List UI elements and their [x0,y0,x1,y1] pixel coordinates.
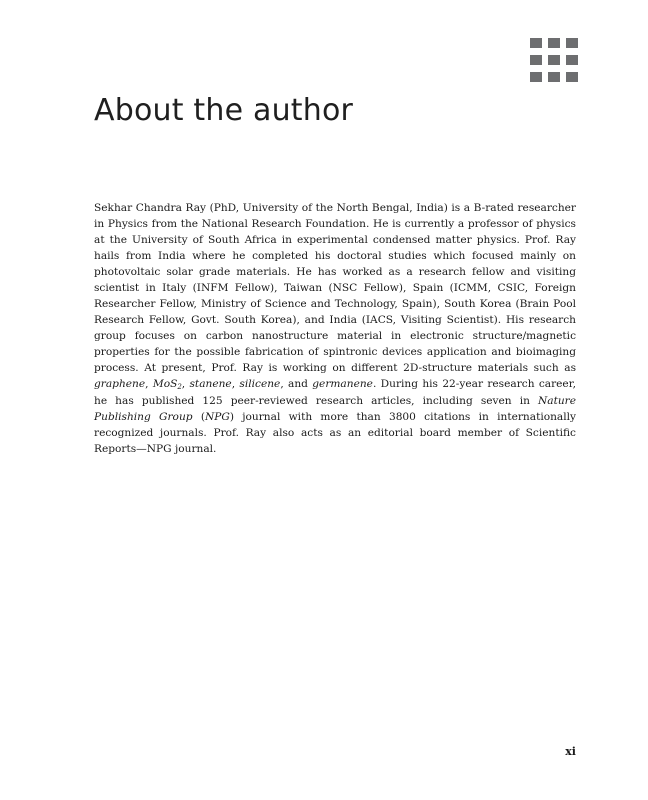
material-mos2-base: MoS [152,378,178,390]
material-stanene: stanene [189,378,232,390]
material-mos2-subscript: 2 [177,383,182,391]
material-graphene: graphene [94,378,146,390]
page-number: xi [565,745,576,758]
bio-text: . During his 22-year research career, he has published 125 peer-reviewed research articles, including seven in [94,378,576,407]
ornament-square [530,38,542,48]
material-mos2 [153,378,182,390]
chapter-ornament-icon [530,38,578,82]
journal-abbreviation: NPG [204,411,230,423]
ornament-square [548,55,560,65]
ornament-square [530,55,542,65]
ornament-square [530,72,542,82]
ornament-square [566,55,578,65]
ornament-square [566,38,578,48]
material-germanene: germanene [312,378,373,390]
ornament-square [548,72,560,82]
ornament-square [548,38,560,48]
ornament-square [566,72,578,82]
material-silicene: silicene [239,378,281,390]
page-title: About the author [94,93,354,128]
bio-text: journal with more than 3800 citations in internationally recognized journals. Prof. Ray also acts as an editorial board member of Scientific Reports—NPG journal. [94,411,576,455]
bio-text: Sekhar Chandra Ray (PhD, University of the North Bengal, India) is a B-rated researcher in Physics from the National Research Foundation. He is currently a professor of physics at the University of South Africa in experimental condensed matter physics. Prof. Ray hails from India where he completed his doctoral studies which focused mainly on photovoltaic solar grade materials. He has worked as a research fellow and visiting scientist in Italy (INFM Fellow), Taiwan (NSC Fellow), Spain (ICMM, CSIC, Foreign Researcher Fellow, Ministry of Science and Technology, Spain), South Korea (Brain Pool Research Fellow, Govt. South Korea), and India (IACS, Visiting Scientist). His research group focuses on carbon nanostructure material in electronic structure/magnetic properties for the possible fabrication of spintronic devices application and bioimaging process. At present, Prof. Ray is working on different 2D-structure materials such as [94,202,576,374]
author-biography: Sekhar Chandra Ray (PhD, University of the North Bengal, India) is a B-rated researcher in Physics from the National Research Foundation. He is currently a professor of physics at the University of South Africa in experimental condensed matter physics. Prof. Ray hails from India where he completed his doctoral studies which focused mainly on photovoltaic solar grade materials. He has worked as a research fellow and visiting scientist in Italy (INFM Fellow), Taiwan (NSC Fellow), Spain (ICMM, CSIC, Foreign Researcher Fellow, Ministry of Science and Technology, Spain), South Korea (Brain Pool Research Fellow, Govt. South Korea), and India (IACS, Visiting Scientist). His research group focuses on carbon nanostructure material in electronic structure/magnetic properties for the possible fabrication of spintronic devices application and bioimaging process. At present, Prof. Ray is working on different 2D-structure materials such as graphene, MoS$_2$, stanene, silicene, and germanene. During his 22-year research career, he has published 125 peer-reviewed research articles, including seven in Nature Publishing Group (NPG) journal with more than 3800 citations in internationally recognized journals. Prof. Ray also acts as an editorial board member of Scientific Reports—NPG journal. [94,202,576,455]
journal-name: Nature Publishing Group [94,395,576,423]
